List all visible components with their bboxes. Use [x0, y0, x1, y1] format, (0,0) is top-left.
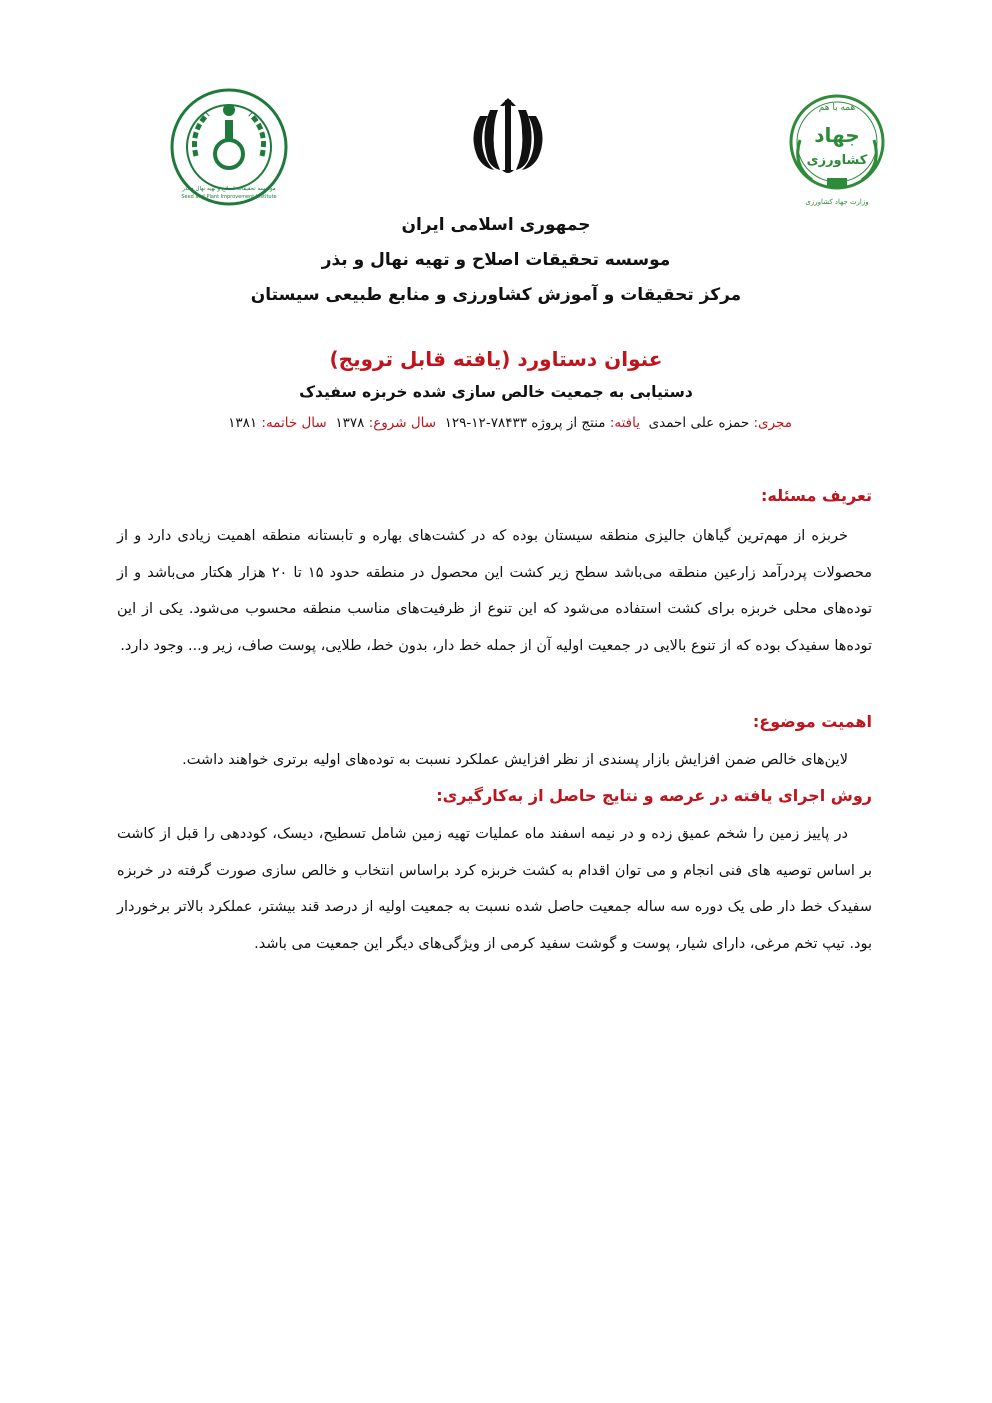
start-year-value: ۱۳۷۸	[335, 415, 365, 431]
document-header	[120, 208, 872, 313]
executor-label: مجری:	[753, 415, 792, 431]
method-heading: روش اجرای یافته در عرصه و نتایج حاصل از به‌کارگیری:	[436, 786, 872, 805]
header-line-country: جمهوری اسلامی ایران	[401, 215, 591, 235]
header-line-center: مرکز تحقیقات و آموزش کشاورزی و منابع طبیعی سیستان	[250, 285, 742, 305]
start-year-label: سال شروع:	[368, 415, 437, 431]
problem-paragraph	[117, 518, 872, 664]
problem-text: خربزه از مهم‌ترین گیاهان جالیزی منطقه سیستان بوده که در کشت‌های بهاره و تابستانه منطقه اهمیت زیادی دارد و از محصولات پردرآمد زارعین منطقه می‌باشد سطح زیر کشت این محصول در منطقه حدود ۱۵ تا ۲۰ هزار هکتار می‌باشد و از توده‌های محلی خربزه برای کشت استفاده می‌شود که این تنوع از ظرفیت‌های مناسب منطقه محسوب می‌شود. یکی از این توده‌ها سفیدک بوده که از تنوع بالایی در جمعیت اولیه آن از جمله خط دار، بدون خط، طلایی، پوست صاف، زیر و... وجود دارد.	[117, 528, 872, 654]
logo-left-caption-en: Seed and Plant Improvement Institute	[181, 194, 277, 200]
finding-value: منتج از پروژه ۷۸۴۳۳-۱۲-۱۲۹	[444, 415, 606, 431]
header-line-institute: موسسه تحقیقات اصلاح و تهیه نهال و بذر	[321, 250, 671, 270]
project-meta	[172, 408, 792, 438]
iran-emblem-icon	[466, 96, 550, 178]
logo-right-top-text: همه با هم	[818, 103, 856, 113]
logo-right-main: جهاد	[814, 123, 860, 147]
jahad-keshavarzi-logo-icon	[772, 80, 902, 210]
end-year-label: سال خاتمه:	[261, 415, 327, 431]
executor-value: حمزه علی احمدی	[648, 415, 750, 431]
end-year-value: ۱۳۸۱	[228, 415, 258, 431]
logo-right-bottom-text: وزارت جهاد کشاورزی	[805, 198, 869, 206]
logo-left-caption: موسسه تحقیقات اصلاح و تهیه نهال و بذر	[182, 186, 276, 192]
seed-plant-institute-logo-icon	[168, 86, 290, 208]
importance-heading: اهمیت موضوع:	[752, 712, 872, 731]
achievement-subtitle: دستیابی به جمعیت خالص سازی شده خربزه سفیدک	[299, 383, 693, 401]
importance-paragraph	[117, 742, 872, 779]
method-paragraph	[117, 816, 872, 962]
method-text: در پاییز زمین را شخم عمیق زده و در نیمه اسفند ماه عملیات تهیه زمین شامل تسطیح، دیسک، کوددهی را قبل از کاشت بر اساس توصیه های فنی انجام و می توان اقدام به کشت خربزه کرد براساس انتخاب و خالص سازی صورت گرفته در خربزه سفیدک خط دار طی یک دوره سه ساله جمعیت حاصل شده نسبت به جمعیت اولیه از درصد قند بیشتر، عملکرد بالاتر برخوردار بود. تیپ تخم مرغی، دارای شیار، پوست و گوشت سفید کرمی از ویژگی‌های دیگر این جمعیت می باشد.	[117, 826, 872, 952]
achievement-block	[100, 344, 892, 408]
problem-heading: تعریف مسئله:	[761, 486, 872, 505]
logo-right-sub: کشاورزی	[806, 153, 868, 168]
achievement-title: عنوان دستاورد (یافته قابل ترویج)	[329, 347, 663, 371]
finding-label: یافته:	[609, 415, 640, 431]
importance-text: لاین‌های خالص ضمن افزایش بازار پسندی از نظر افزایش عملکرد نسبت به توده‌های اولیه برتری خواهند داشت.	[182, 752, 848, 768]
